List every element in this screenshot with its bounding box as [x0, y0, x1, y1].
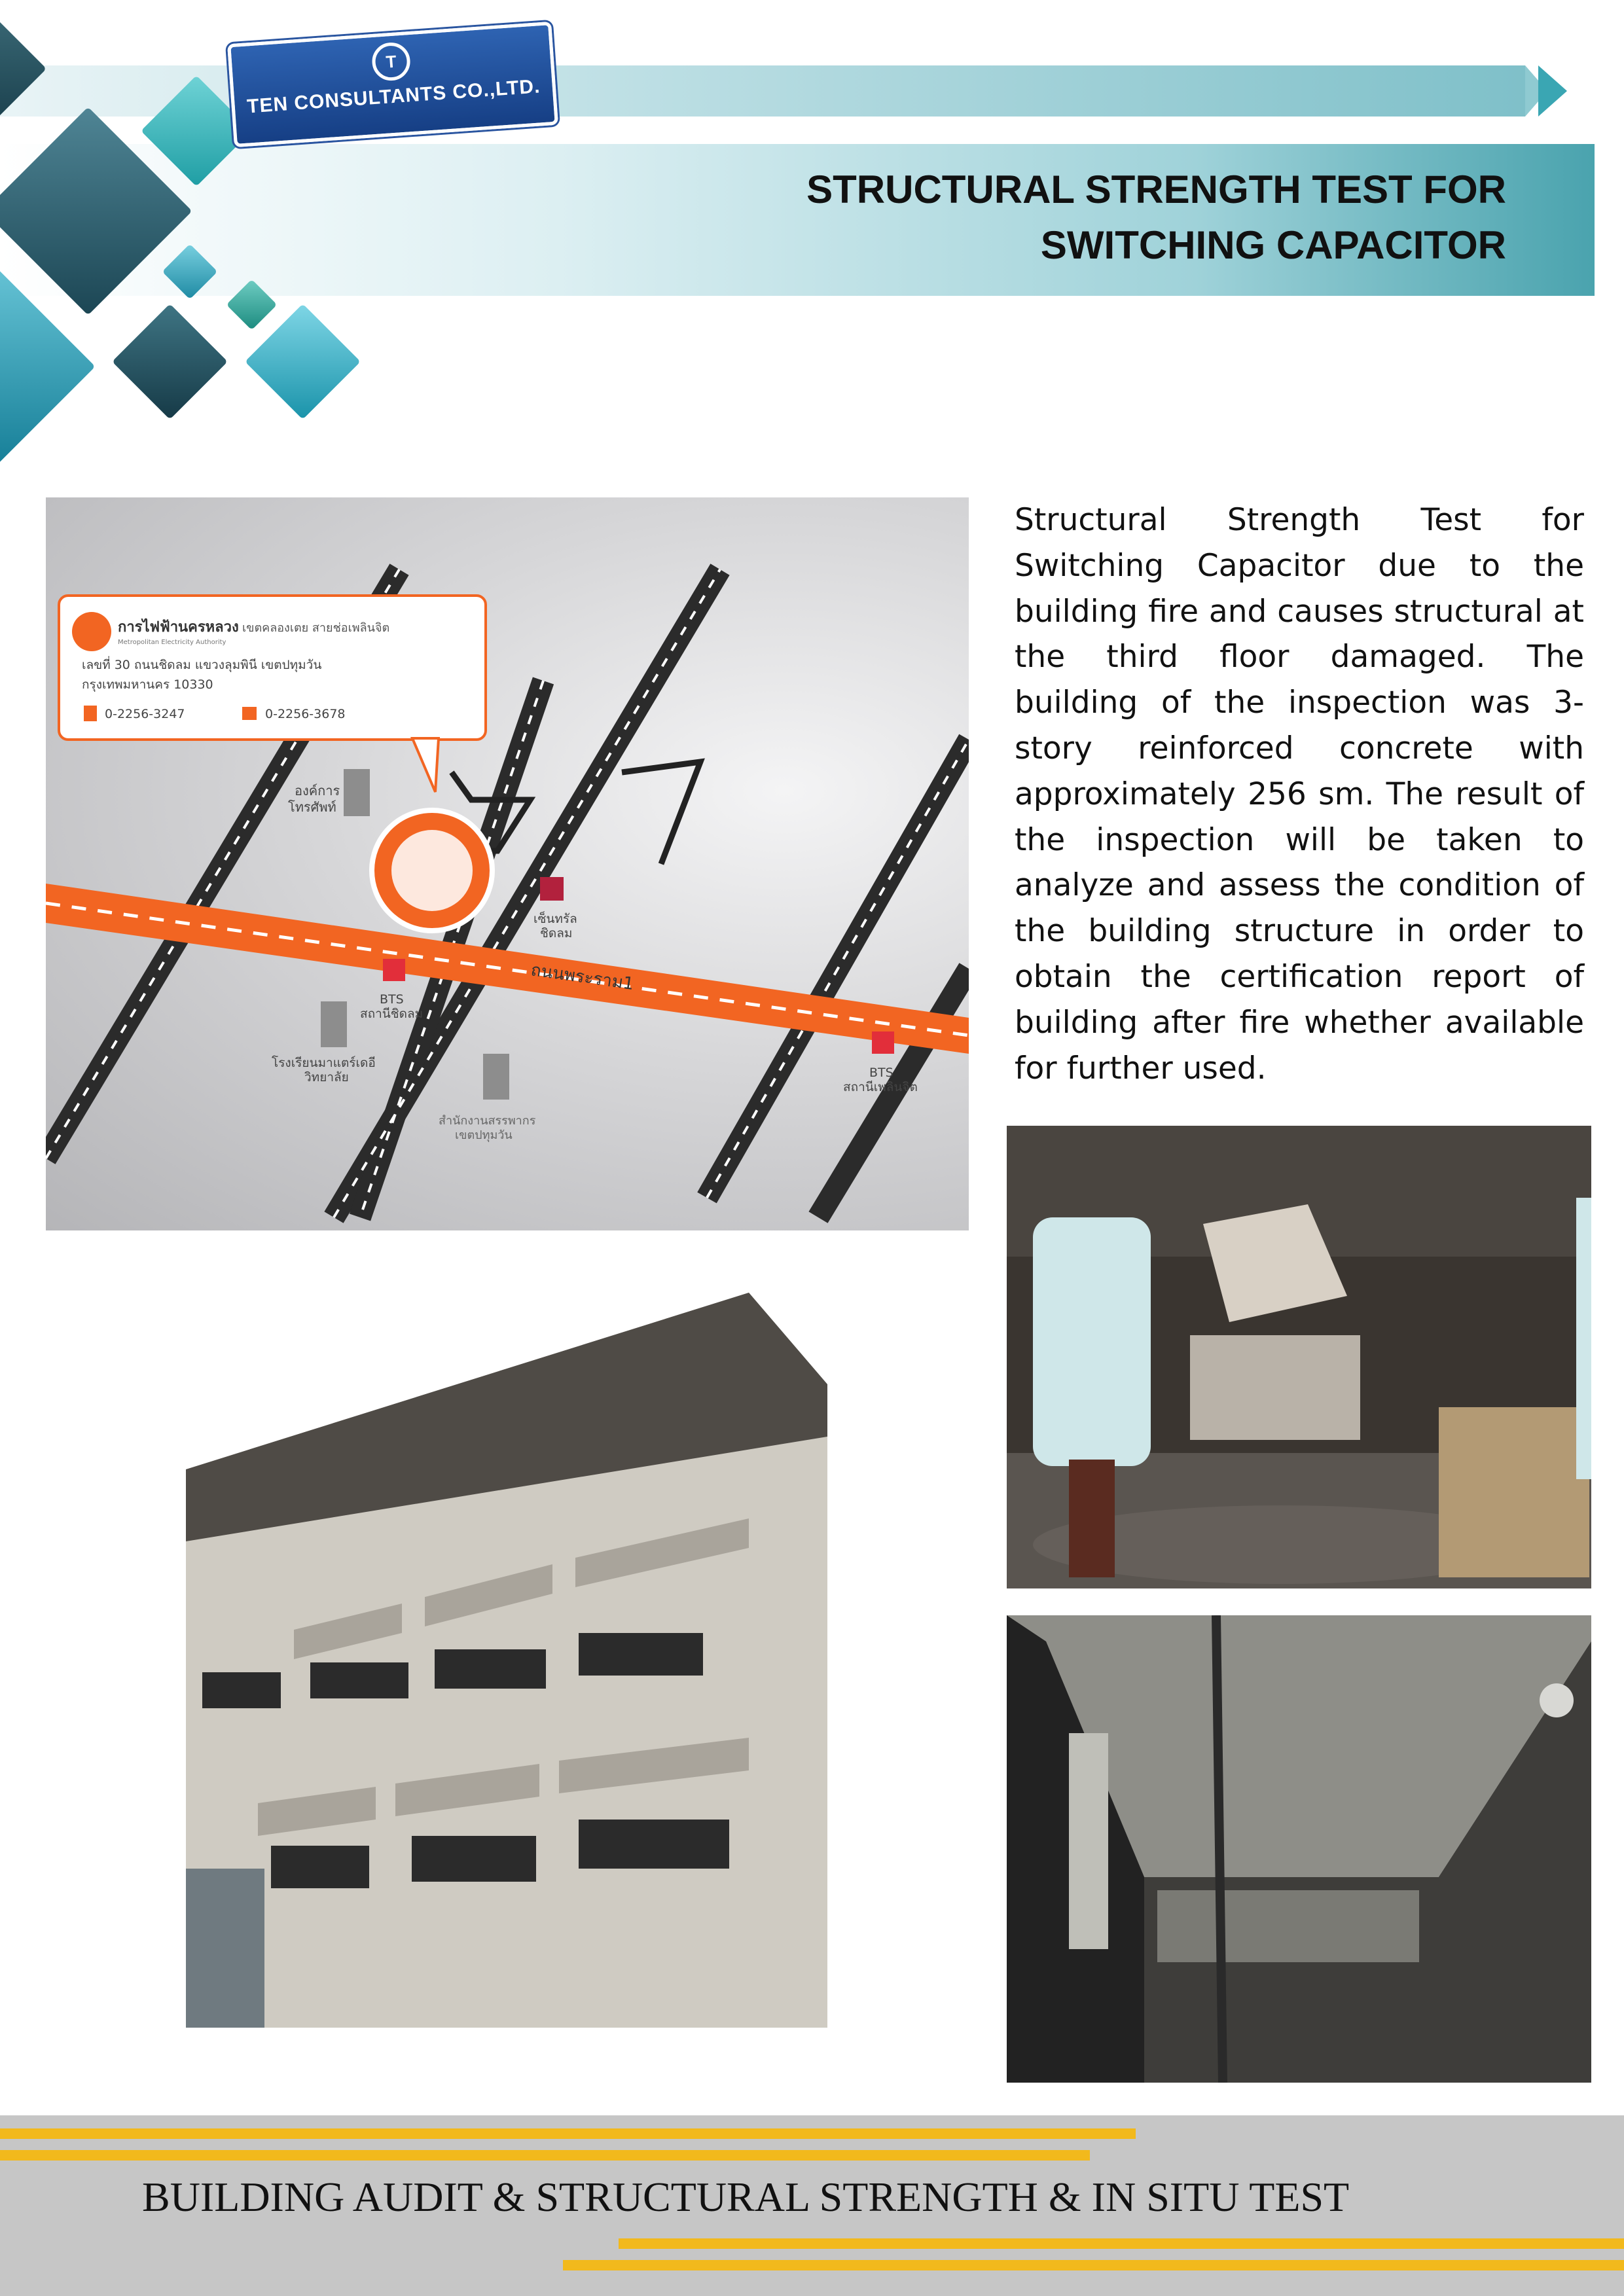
- company-logo: [227, 22, 558, 147]
- phone-icon: [84, 706, 97, 721]
- bts-icon: [383, 959, 405, 981]
- map-phone: 0-2256-3247: [105, 707, 185, 721]
- map-label: BTS: [380, 992, 404, 1007]
- map-label: โรงเรียนมาแตร์เดอี: [272, 1056, 376, 1070]
- decorative-diamond: [112, 304, 228, 420]
- map-address-line-2: กรุงเทพมหานคร 10330: [82, 677, 213, 692]
- footer-stripe: [0, 2150, 1090, 2161]
- company-logo-text: TEN CONSULTANTS CO.,LTD.: [246, 75, 541, 118]
- map-label: สถานีเพลินจิต: [843, 1080, 918, 1094]
- footer-stripe: [563, 2260, 1624, 2270]
- location-map: [46, 497, 969, 1230]
- map-label: สำนักงานสรรพากร: [439, 1114, 536, 1128]
- map-label: วิทยาลัย: [304, 1070, 349, 1085]
- header-arrow-icon: [1538, 65, 1567, 117]
- footer-tagline: BUILDING AUDIT & STRUCTURAL STRENGTH & IN SITU TEST: [142, 2174, 1350, 2220]
- page-title-line-2: SWITCHING CAPACITOR: [1040, 223, 1506, 267]
- page-title-line-1: STRUCTURAL STRENGTH TEST FOR: [806, 168, 1506, 211]
- map-org-name: การไฟฟ้านครหลวง: [118, 619, 239, 636]
- company-logo-icon: T: [371, 41, 412, 82]
- map-label: BTS: [869, 1066, 893, 1080]
- map-label: โทรศัพท์: [288, 799, 336, 815]
- map-label: องค์การ: [295, 783, 340, 798]
- map-label: ชิดลม: [540, 926, 573, 941]
- decorative-diamond: [245, 304, 361, 420]
- map-address-line-1: เลขที่ 30 ถนนชิดลม แขวงลุมพินี เขตปทุมวัน: [82, 658, 322, 672]
- fax-icon: [242, 707, 257, 720]
- map-road-label: ถนนพระราม1: [530, 960, 636, 995]
- map-org-subtitle: Metropolitan Electricity Authority: [118, 639, 226, 646]
- building-marker: [483, 1054, 509, 1100]
- map-org-district: เขตคลองเตย สายช่อเพลินจิต: [242, 621, 390, 635]
- photo-burned-building: [186, 1293, 827, 2028]
- map-label: สถานีชิดลม: [360, 1007, 424, 1021]
- building-marker: [321, 1001, 347, 1047]
- map-label: เขตปทุมวัน: [455, 1128, 513, 1142]
- photo-burned-ceiling: [1007, 1615, 1591, 2083]
- footer-stripe: [0, 2128, 1136, 2139]
- decorative-diamond: [0, 0, 46, 138]
- building-marker: [344, 769, 370, 816]
- map-label: เซ็นทรัล: [533, 912, 577, 926]
- footer-stripe: [619, 2238, 1624, 2249]
- photo-damaged-capacitor: [1007, 1126, 1591, 1588]
- project-description: Structural Strength Test for Switching Capacitor due to the building fire and causes structural at the third floor damaged. The building of the inspection was 3-story reinforced concrete with approximately 256 sm. The result of the inspection will be taken to analyze and assess the condition of the building structure in order to obtain the certification report of building after fire whether available for further used.: [1015, 502, 1584, 1086]
- central-marker-icon: [540, 877, 564, 901]
- map-fax: 0-2256-3678: [265, 707, 346, 721]
- bts-icon: [872, 1031, 894, 1054]
